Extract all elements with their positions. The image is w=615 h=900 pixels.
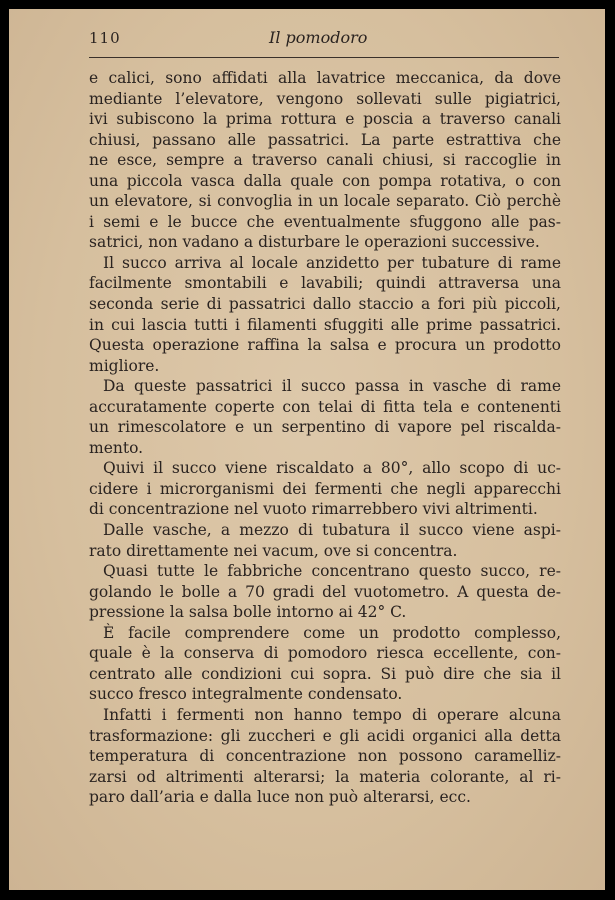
text-line: quale è la conserva di pomodoro riesca eccellente, con- (89, 644, 561, 663)
text-line: paro dall’aria e dalla luce non può alterarsi, ecc. (89, 788, 471, 807)
book-page (9, 9, 605, 890)
text-line: un elevatore, si convoglia in un locale separato. Ciò perchè (89, 192, 561, 211)
text-line: una piccola vasca dalla quale con pompa rotativa, o con (89, 171, 561, 190)
text-line: Da queste passatrici il succo passa in vasche di rame (103, 377, 561, 396)
text-line: e calici, sono affidati alla lavatrice meccanica, da dove (89, 69, 561, 87)
body-text (89, 68, 561, 808)
page-number: 110 (89, 29, 121, 47)
text-line: seconda serie di passatrici dallo staccio a fori più piccoli, (89, 295, 561, 314)
text-line: centrato alle condizioni cui sopra. Si può dire che sia il (89, 664, 561, 683)
text-line: rato direttamente nei vacum, ove si concentra. (89, 541, 458, 560)
page-header (89, 27, 559, 57)
text-line: ivi subiscono la prima rottura e poscia a traverso canali (89, 110, 561, 129)
text-line: pressione la salsa bolle intorno ai 42° C. (89, 603, 407, 622)
running-title: Il pomodoro (269, 28, 368, 47)
text-line: Dalle vasche, a mezzo di tubatura il succo viene aspi- (103, 521, 561, 540)
text-line: cidere i microrganismi dei fermenti che negli apparecchi (89, 479, 561, 498)
text-line: Quivi il succo viene riscaldato a 80°, allo scopo di uc- (103, 459, 561, 478)
text-line: mento. (89, 438, 144, 457)
text-line: Questa operazione raffina la salsa e procura un prodotto (89, 336, 561, 355)
text-line: migliore. (89, 356, 160, 375)
text-line: accuratamente coperte con telai di fitta tela e contenenti (89, 397, 561, 416)
text-line: golando le bolle a 70 gradi del vuotometro. A questa de- (89, 582, 561, 601)
text-line: È facile comprendere come un prodotto complesso, (103, 623, 561, 642)
text-line: in cui lascia tutti i filamenti sfuggiti alle prime passatrici. (89, 315, 561, 334)
text-line: ne esce, sempre a traverso canali chiusi, si raccoglie in (89, 151, 561, 170)
text-line: Quasi tutte le fabbriche concentrano questo succo, re- (103, 562, 561, 581)
text-line: trasformazione: gli zuccheri e gli acidi organici alla detta (89, 726, 561, 745)
text-line: satrici, non vadano a disturbare le operazioni successive. (89, 233, 540, 252)
text-line: facilmente smontabili e lavabili; quindi attraversa una (89, 274, 561, 293)
text-line: Infatti i fermenti non hanno tempo di operare alcuna (103, 705, 561, 724)
text-line: un rimescolatore e un serpentino di vapore pel riscalda- (89, 418, 561, 437)
text-line: zarsi od altrimenti alterarsi; la materia colorante, al ri- (89, 767, 561, 786)
header-rule (89, 57, 559, 58)
text-line: Il succo arriva al locale anzidetto per tubature di rame (103, 253, 561, 272)
text-line: mediante l’elevatore, vengono sollevati sulle pigiatrici, (89, 89, 561, 108)
text-line: di concentrazione nel vuoto rimarrebbero vivi altrimenti. (89, 500, 538, 519)
text-line: temperatura di concentrazione non possono caramelliz- (89, 747, 561, 766)
text-line: i semi e le bucce che eventualmente sfuggono alle pas- (89, 212, 561, 231)
text-line: chiusi, passano alle passatrici. La parte estrattiva che (89, 130, 561, 149)
text-line: succo fresco integralmente condensato. (89, 685, 403, 704)
